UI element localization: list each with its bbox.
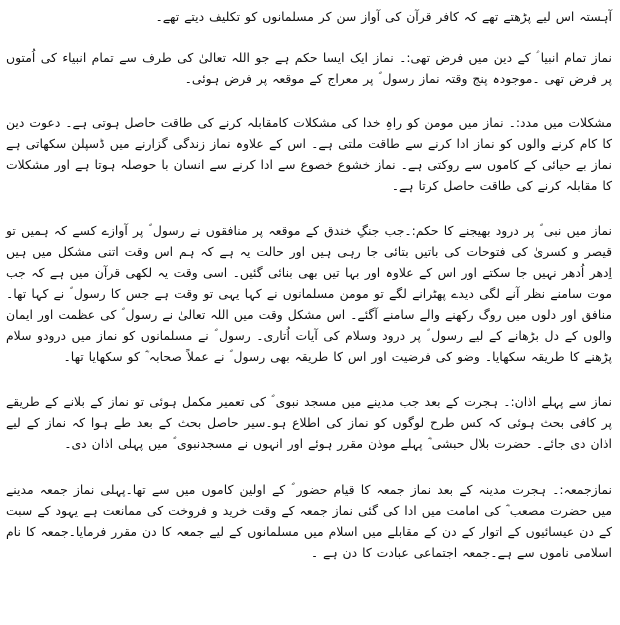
paragraph-prayer-obligatory-for-prophets: نماز تمام انبیا ؑ کے دین میں فرض تھی:۔ نماز ایک ایسا حکم ہے جو اللہ تعالیٰ کی طرف سے تمام انبیاء کی اُمتوں پر فرض تھی ۔موجودہ پنج وقتہ نماز رسول ؐ پر معراج کے موقعہ پر فرض ہوئی۔ [6, 50, 612, 86]
paragraph-azan-before-prayer: نماز سے پہلے اذان:۔ ہجرت کے بعد جب مدینے میں مسجد نبوی ؐ کی تعمیر مکمل ہوئی تو نماز کے بلانے کے طریقے پر کافی بحث ہوئی کہ کس طرح لوگوں کو نماز کی اطلاع ہو۔سیر حاصل بحث کے بعد طے ہوا کہ نماز کے لیے اذان دی جائے۔ حضرت بلال حبشی ؓ پہلے موذن مقرر ہوئے اور انہوں نے مسجدنبوی ؐ میں پہلی اذان دی۔ [6, 394, 612, 451]
paragraph-durood-command: نماز میں نبی ؐ پر درود بھیجنے کا حکم:۔جب جنگِ خندق کے موقعہ پر منافقوں نے رسول ؐ پر آوازے کسے کہ ہمیں تو قیصر و کسریٰ کی فتوحات کی باتیں بتائی جا رہی ہیں اور حالت یہ ہے کہ ہم اس وقت اتنی مشکل میں ہیں اِدھر اُدھر نہیں جا سکتے اور اس کے علاوہ اور بہا تیں بھی بنائی گئیں۔ اسی وقت یہ لکھی قرآن میں ہے کہ جب موت سامنے نظر آنے لگی دیدے پھٹرانے لگے تو مومن مسلمانوں نے کہا یہی تو وقت ہے جس کا رسول ؐ نے کہا تھا۔ منافق اور دلوں میں روگ رکھنے والے سامنے آگئے۔ اس مشکل وقت میں اللہ تعالیٰ نے رسول ؐ کی عظمت اور ایمان والوں کے دل بڑھانے کے لیے رسول ؐ پر درود وسلام کی آیات اُتاری۔ رسول ؐ نے مسلمانوں کو نماز میں درودو سلام پڑھنے کا طریقہ سکھایا۔ وضو کی فرضیت اور اس کا طریقہ بھی رسول ؐ نے عملاً صحابہ ؓ کو سکھایا تھا۔ [6, 223, 612, 364]
paragraph-friday-prayer: نمازجمعہ:۔ ہجرت مدینہ کے بعد نماز جمعہ کا قیام حضور ؐ کے اولین کاموں میں سے تھا۔پہلی نماز جمعہ مدینے میں حضرت مصعب ؓ کی امامت میں ادا کی گئی نماز جمعہ کے وقت خرید و فروخت کی ممانعت ہے یہود کے سبت کے دن عیسائیوں کے اتوار کے دن کے مقابلے میں اسلام میں مسلمانوں کے لیے جمعہ کا دن مقرر فرمایا۔جمعہ کا نام اسلامی ناموں سے ہے۔جمعہ اجتماعی عبادت کا دن ہے ۔ [6, 482, 612, 560]
paragraph-quran-recitation: آہستہ اس لیے پڑھتے تھے کہ کافر قرآن کی آواز سن کر مسلمانوں کو تکلیف دیتے تھے۔ [155, 9, 612, 24]
paragraph-help-in-difficulties: مشکلات میں مدد:۔ نماز میں مومن کو راہِ خدا کی مشکلات کامقابلہ کرنے کی طاقت حاصل ہوتی ہے۔ دعوت دین کا کام کرنے والوں کو نماز ادا کرنے سے طاقت ملتی ہے۔ اس کے علاوہ نماز زندگی گزارنے میں ڈسپلن سکھاتی ہے نماز بے حیائی کے کاموں سے روکتی ہے۔ نماز خشوع خصوع سے ادا کرنے سے انسان با حوصلہ ہوتا ہے اور مشکلات کا مقابلہ کرنے کی طاقت حاصل کرتا ہے۔ [6, 115, 612, 193]
